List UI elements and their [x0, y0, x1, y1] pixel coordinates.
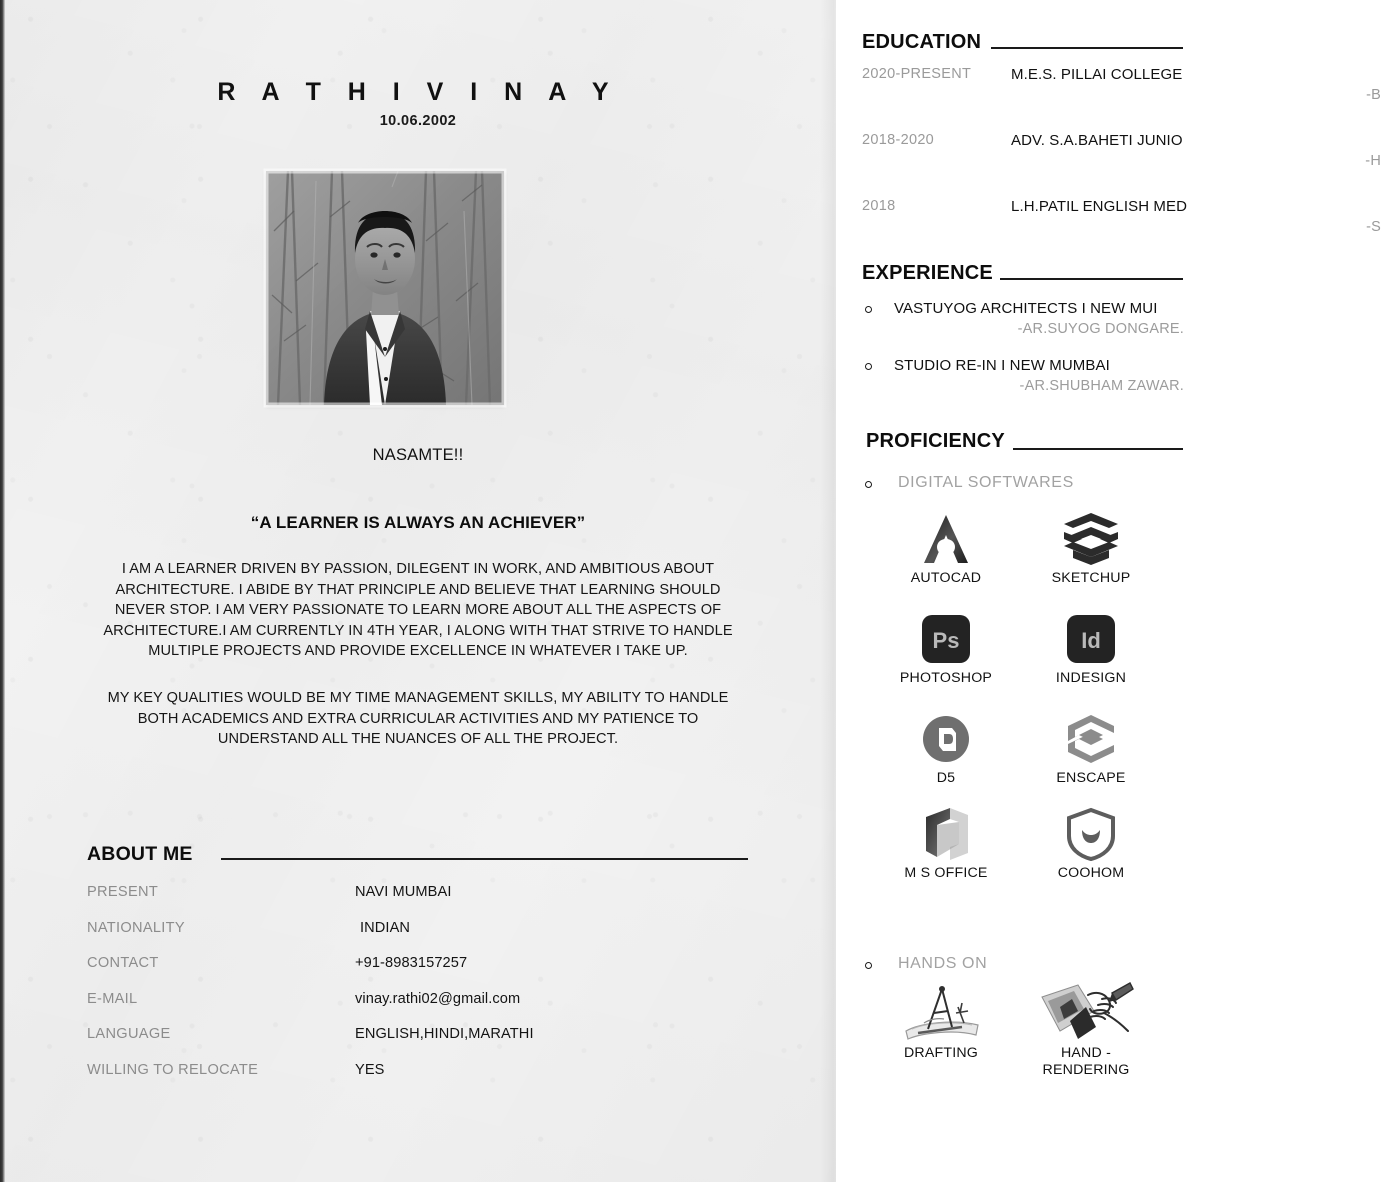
experience-divider	[1000, 278, 1183, 280]
education-school: ADV. S.A.BAHETI JUNIO	[1011, 132, 1183, 149]
bullet-icon	[865, 962, 872, 969]
experience-title: VASTUYOG ARCHITECTS I NEW MUI	[894, 300, 1158, 317]
about-label: LANGUAGE	[87, 1026, 171, 1043]
education-degree: -B	[1366, 87, 1381, 103]
software-label: COOHOM	[1057, 865, 1125, 881]
software-label: DRAFTING	[903, 1045, 979, 1061]
proficiency-divider	[1013, 448, 1183, 450]
autocad-icon	[871, 510, 1021, 568]
sketchup-icon	[1016, 510, 1166, 568]
education-date: 2018	[862, 198, 896, 214]
education-degree: -S	[1366, 219, 1381, 235]
svg-text:Ps: Ps	[932, 628, 960, 653]
about-value: ENGLISH,HINDI,MARATHI	[355, 1026, 534, 1043]
software-item	[1016, 710, 1166, 787]
coohom-icon	[1016, 805, 1166, 863]
software-label: HAND - RENDERING	[1042, 1045, 1130, 1078]
software-item	[1016, 805, 1166, 882]
digital-softwares-label: DIGITAL SOFTWARES	[898, 474, 1074, 491]
education-date: 2020-PRESENT	[862, 66, 972, 82]
page-title: R A T H I V I N A Y	[217, 78, 619, 106]
page-left-edge	[0, 0, 5, 1182]
about-value: NAVI MUMBAI	[355, 884, 452, 900]
about-row	[87, 920, 787, 956]
drafting-icon	[866, 985, 1016, 1043]
about-value: INDIAN	[360, 919, 411, 936]
bullet-icon	[865, 481, 872, 488]
ms-office-icon	[871, 805, 1021, 863]
about-me-heading: ABOUT ME	[87, 843, 193, 865]
about-label: CONTACT	[87, 955, 159, 972]
software-label: PHOTOSHOP	[899, 670, 993, 686]
software-label: SKETCHUP	[1051, 570, 1131, 586]
software-item	[866, 985, 1016, 1062]
avatar	[266, 171, 504, 405]
indesign-icon	[1016, 610, 1166, 668]
education-school: L.H.PATIL ENGLISH MED	[1011, 198, 1188, 215]
software-label: AUTOCAD	[910, 570, 982, 586]
about-label: E-MAIL	[87, 990, 138, 1007]
education-school: M.E.S. PILLAI COLLEGE	[1011, 66, 1183, 83]
portrait-photo	[266, 171, 504, 405]
experience-mentor: -AR.SUYOG DONGARE.	[1017, 321, 1184, 337]
about-value: YES	[355, 1061, 385, 1078]
software-item	[1016, 610, 1166, 687]
hands-on-label: HANDS ON	[898, 955, 988, 972]
about-value: vinay.rathi02@gmail.com	[355, 990, 521, 1007]
about-row	[87, 955, 787, 991]
software-item	[871, 805, 1021, 882]
software-label: M S OFFICE	[904, 865, 988, 881]
education-degree: -H	[1365, 153, 1381, 169]
date-of-birth: 10.06.2002	[379, 113, 457, 129]
bullet-icon	[865, 306, 872, 313]
software-item	[871, 610, 1021, 687]
experience-title: STUDIO RE-IN I NEW MUMBAI	[894, 357, 1110, 374]
software-item	[871, 710, 1021, 787]
quote-text: “A LEARNER IS ALWAYS AN ACHIEVER”	[250, 513, 586, 532]
education-divider	[991, 47, 1183, 49]
about-row	[87, 1062, 787, 1098]
software-item	[1016, 510, 1166, 587]
education-heading: EDUCATION	[862, 31, 982, 53]
bio-paragraph-2: MY KEY QUALITIES WOULD BE MY TIME MANAGEMENT SKILLS, MY ABILITY TO HANDLE BOTH ACADEMICS AND EXTRA CURRICULAR ACTIVITIES AND MY PATIENCE TO UNDERSTAND ALL THE NUANCES OF ALL THE PROJECT.	[107, 690, 729, 748]
greeting-text: NASAMTE!!	[372, 446, 464, 464]
about-label: PRESENT	[87, 884, 159, 900]
svg-text:Id: Id	[1081, 628, 1101, 653]
hand-rendering-icon	[1011, 985, 1161, 1043]
bio-paragraph-1: I AM A LEARNER DRIVEN BY PASSION, DILEGENT IN WORK, AND AMBITIOUS ABOUT ARCHITECTURE. I ABIDE BY THAT PRINCIPLE AND BELIEVE THAT LEARNING SHOULD NEVER STOP. I AM VERY PASSIONATE TO LEARN MORE ABOUT ALL THE ASPECTS OF ARCHITECTURE.I AM CURRENTLY IN 4TH YEAR, I ALONG WITH THAT STRIVE TO HANDLE MULTIPLE PROJECTS AND PROVIDE EXCELLENCE IN WHATEVER I TAKE UP.	[103, 561, 733, 660]
about-label: WILLING TO RELOCATE	[87, 1061, 259, 1078]
about-row	[87, 884, 787, 920]
software-label: ENSCAPE	[1056, 770, 1126, 786]
software-label: D5	[936, 770, 956, 786]
experience-heading: EXPERIENCE	[862, 262, 993, 284]
software-label: INDESIGN	[1055, 670, 1127, 686]
education-date: 2018-2020	[862, 132, 935, 148]
about-row	[87, 1026, 787, 1062]
about-me-list	[87, 884, 787, 1098]
software-item	[1011, 985, 1161, 1079]
proficiency-heading: PROFICIENCY	[866, 430, 1005, 452]
software-item	[871, 510, 1021, 587]
bullet-icon	[865, 363, 872, 370]
enscape-icon	[1016, 710, 1166, 768]
right-column	[836, 0, 1381, 1182]
photoshop-icon	[871, 610, 1021, 668]
about-row	[87, 991, 787, 1027]
d5-icon	[871, 710, 1021, 768]
experience-mentor: -AR.SHUBHAM ZAWAR.	[1019, 378, 1184, 394]
about-label: NATIONALITY	[87, 919, 185, 936]
about-value: +91-8983157257	[355, 955, 468, 972]
about-me-divider	[221, 858, 748, 860]
